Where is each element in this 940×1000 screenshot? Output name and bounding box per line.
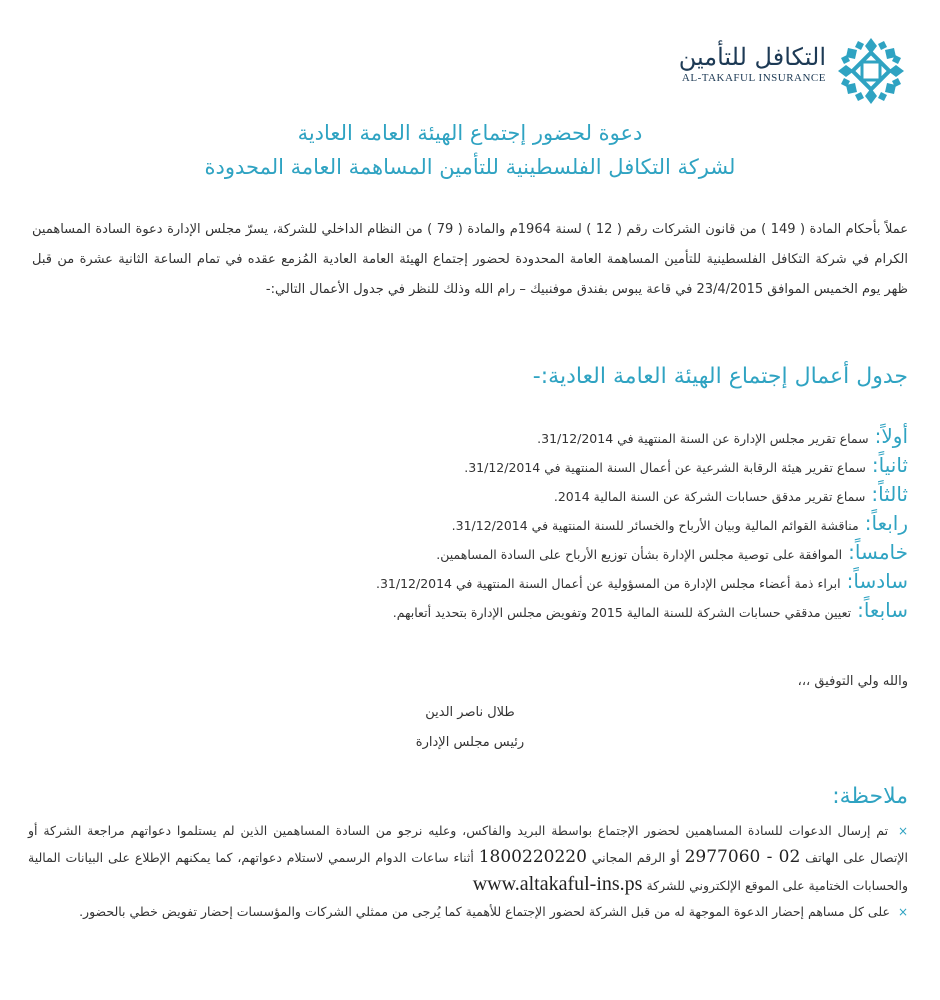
agenda-ordinal: ثانياً: <box>871 453 908 477</box>
agenda-ordinal: أولاً: <box>874 424 908 448</box>
agenda-text: سماع تقرير مدقق حسابات الشركة عن السنة المالية 2014. <box>553 489 866 504</box>
agenda-item <box>32 538 908 567</box>
agenda-text: سماع تقرير هيئة الرقابة الشرعية عن أعمال السنة المنتهية في 31/12/2014. <box>464 460 866 475</box>
signatory-title: رئيس مجلس الإدارة <box>415 735 525 750</box>
note-text: أو الرقم المجاني <box>591 850 680 865</box>
closing-line: والله ولي التوفيق ،،، <box>797 674 908 689</box>
company-logo <box>606 36 906 106</box>
agenda-ordinal: سادساً: <box>846 569 908 593</box>
agenda-text: سماع تقرير مجلس الإدارة عن السنة المنتهية في 31/12/2014. <box>537 431 869 446</box>
note-heading: ملاحظة: <box>832 784 908 809</box>
note-item-2 <box>28 899 908 925</box>
note-text: على كل مساهم إحضار الدعوة الموجهة له من قبل الشركة لحضور الإجتماع للأهمية كما يُرجى من ممثلي الشركات والمؤسسات إحضار تفويض خطي بالحضور. <box>79 904 890 919</box>
bullet-x-icon: × <box>897 824 908 838</box>
note-text: تم إرسال الدعوات للسادة المساهمين لحضور الإجتماع بواسطة البريد والفاكس، وعليه نرجو من السادة المساهمين الذين لم يستلموا دعواتهم مراجعة الشركة أو الإتصال على الهاتف <box>28 823 908 865</box>
agenda-item <box>32 451 908 480</box>
website-link[interactable]: www.altakaful-ins.ps <box>472 873 643 895</box>
intro-paragraph: عملاً بأحكام المادة ( 149 ) من قانون الشركات رقم ( 12 ) لسنة 1964م والمادة ( 79 ) من النظام الداخلي للشركة، يسرّ مجلس الإدارة دعوة السادة المساهمين الكرام في شركة التكافل الفلسطينية للتأمين المساهمة العامة المحدودة لحضور إجتماع الهيئة العامة العادية المُزمع عقده في تمام الساعة الثانية عشرة من قبل ظهر يوم الخميس الموافق 23/4/2015 في قاعة يبوس بفندق موفنبيك – رام الله وذلك للنظر في جدول الأعمال التالي:- <box>32 222 908 297</box>
note-text: أثناء ساعات الدوام الرسمي لاستلام دعواتهم، كما يمكنهم الإطلاع على البيانات المالية والحسابات الختامية على الموقع الإلكتروني للشركة <box>28 850 908 893</box>
logo-name-english: AL-TAKAFUL INSURANCE <box>681 72 826 84</box>
agenda-ordinal: سابعاً: <box>857 598 908 622</box>
logo-name-arabic: التكافل للتأمين <box>678 43 826 71</box>
agenda-text: مناقشة القوائم المالية وبيان الأرباح والخسائر للسنة المنتهية في 31/12/2014. <box>451 518 859 533</box>
takaful-logo-icon <box>836 36 906 106</box>
agenda-item <box>32 596 908 625</box>
page-subtitle: لشركة التكافل الفلسطينية للتأمين المساهمة العامة المحدودة <box>204 155 736 179</box>
agenda-item <box>32 567 908 596</box>
agenda-text: ابراء ذمة أعضاء مجلس الإدارة من المسؤولية عن أعمال السنة المنتهية في 31/12/2014. <box>375 576 841 591</box>
agenda-text: الموافقة على توصية مجلس الإدارة بشأن توزيع الأرباح على السادة المساهمين. <box>436 547 843 562</box>
agenda-list <box>32 422 908 625</box>
agenda-ordinal: ثالثاً: <box>871 482 908 506</box>
note-item-1 <box>28 818 908 899</box>
phone-number: 02 - 2977060 <box>684 847 801 867</box>
notes-block <box>28 818 908 925</box>
signatory-name: طلال ناصر الدين <box>425 705 515 720</box>
agenda-item <box>32 422 908 451</box>
agenda-item <box>32 509 908 538</box>
logo-text <box>679 42 826 84</box>
agenda-ordinal: رابعاً: <box>864 511 908 535</box>
agenda-heading: جدول أعمال إجتماع الهيئة العامة العادية:- <box>532 364 908 389</box>
bullet-x-icon: × <box>897 905 908 919</box>
agenda-item <box>32 480 908 509</box>
toll-free-number: 1800220220 <box>478 847 587 867</box>
agenda-ordinal: خامساً: <box>848 540 908 564</box>
page-title: دعوة لحضور إجتماع الهيئة العامة العادية <box>297 121 643 145</box>
agenda-text: تعيين مدققي حسابات الشركة للسنة المالية 2015 وتفويض مجلس الإدارة بتحديد أتعابهم. <box>392 605 852 620</box>
